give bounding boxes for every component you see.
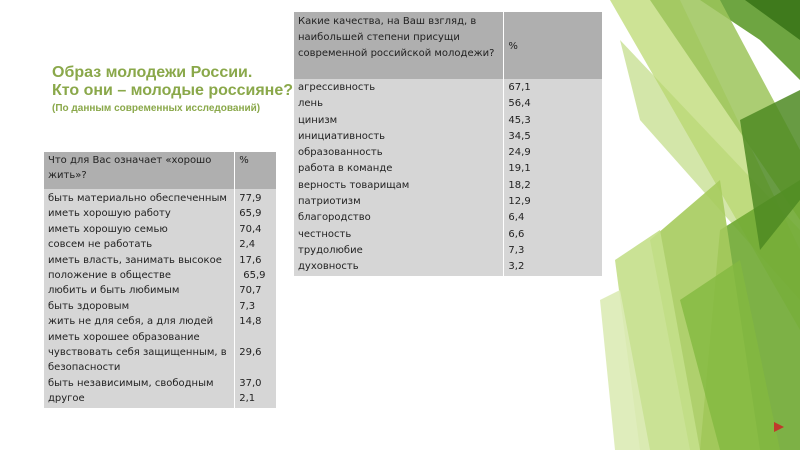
list-item: верность товарищам (298, 179, 410, 191)
list-item: любить и быть любимым (48, 285, 180, 297)
value-item: 34,5 (508, 130, 531, 142)
youth-qualities-table (294, 12, 602, 276)
table-header-row (294, 12, 602, 79)
value-item: 2,4 (239, 239, 256, 251)
value-item: 3,2 (508, 261, 525, 273)
header-question: Какие качества, на Ваш взгляд, в наибольшей степени присущи современной российской молодежи? (294, 12, 504, 79)
slide-title (52, 64, 302, 116)
value-item: 45,3 (508, 114, 531, 126)
list-item: иметь хорошее образование (48, 331, 200, 343)
labels-column (294, 79, 504, 276)
value-item: 6,4 (508, 212, 525, 224)
value-item: 70,7 (239, 285, 262, 297)
list-item: работа в команде (298, 163, 393, 175)
value-item: 7,3 (239, 300, 256, 312)
value-item: 17,6 (239, 254, 262, 266)
value-item: 6,6 (508, 228, 525, 240)
list-item: трудолюбие (298, 244, 363, 256)
values-column (504, 79, 602, 276)
title-subtitle: (По данным современных исследований) (52, 103, 261, 114)
value-item: 19,1 (508, 163, 531, 175)
header-percent: % (504, 12, 602, 79)
list-item: чувствовать себя защищенным, в (48, 347, 227, 359)
list-item: другое (48, 393, 85, 405)
labels-column (44, 189, 235, 408)
table-body-row (44, 189, 276, 408)
good-life-table (44, 152, 276, 408)
list-item: духовность (298, 261, 359, 273)
title-line-2: Кто они – молодые россияне? (52, 82, 293, 99)
value-item: 65,9 (243, 270, 266, 282)
value-item (239, 360, 272, 375)
value-item (239, 330, 272, 345)
list-item: образованность (298, 147, 383, 159)
value-item: 65,9 (239, 208, 262, 220)
list-item: жить не для себя, а для людей (48, 316, 214, 328)
value-item: 14,8 (239, 316, 262, 328)
header-percent: % (235, 152, 276, 189)
table-body-row (294, 79, 602, 276)
value-item: 67,1 (508, 82, 531, 93)
value-item: 12,9 (508, 196, 531, 208)
list-item: цинизм (298, 114, 338, 126)
header-question: Что для Вас означает «хорошо жить»? (44, 152, 235, 189)
value-item: 2,1 (239, 393, 256, 405)
list-item: совсем не работать (48, 239, 153, 251)
value-item: 56,4 (508, 98, 531, 110)
value-item: 24,9 (508, 147, 531, 159)
value-item: 29,6 (239, 347, 262, 359)
list-item: благородство (298, 212, 371, 224)
value-item: 77,9 (239, 193, 262, 204)
list-item: безопасности (48, 362, 121, 374)
title-line-1: Образ молодежи России. (52, 64, 253, 81)
list-item: быть здоровым (48, 300, 130, 312)
value-item: 70,4 (239, 223, 262, 235)
values-column (235, 189, 276, 408)
list-item: иметь власть, занимать высокое (48, 254, 222, 266)
list-item: патриотизм (298, 196, 361, 208)
list-item: иметь хорошую работу (48, 208, 171, 220)
list-item: агрессивность (298, 82, 376, 93)
list-item: лень (298, 98, 323, 110)
list-item: положение в обществе (48, 270, 171, 282)
list-item: быть независимым, свободным (48, 377, 214, 389)
value-item: 7,3 (508, 244, 525, 256)
list-item: инициативность (298, 130, 386, 142)
table-header-row (44, 152, 276, 189)
value-item: 37,0 (239, 377, 262, 389)
list-item: быть материально обеспеченным (48, 193, 227, 204)
list-item: иметь хорошую семью (48, 223, 168, 235)
list-item: честность (298, 228, 352, 240)
value-item: 18,2 (508, 179, 531, 191)
